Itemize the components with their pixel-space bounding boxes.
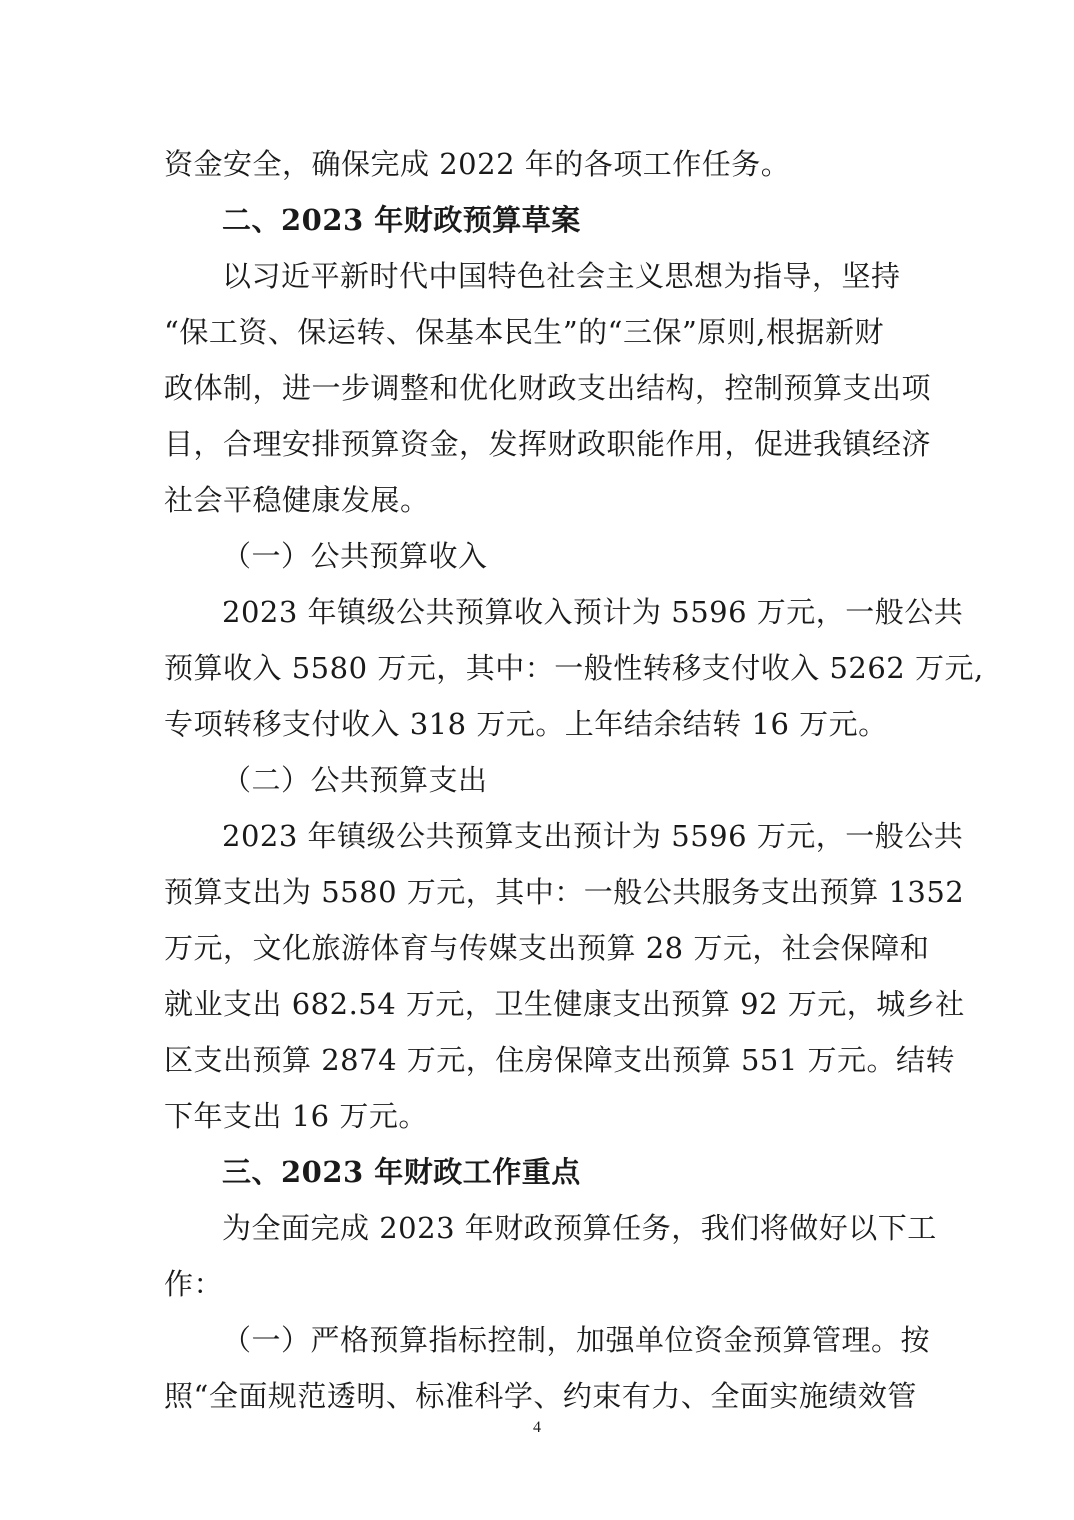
paragraph-line: 预算支出为 5580 万元，其中：一般公共服务支出预算 1352 [164,875,965,909]
paragraph-line: 为全面完成 2023 年财政预算任务，我们将做好以下工 [222,1211,937,1245]
paragraph-line: 预算收入 5580 万元，其中：一般性转移支付收入 5262 万元, [164,651,984,685]
subsection-heading: （一）公共预算收入 [222,539,488,573]
paragraph-line: 2023 年镇级公共预算收入预计为 5596 万元，一般公共 [222,595,964,629]
paragraph-line: 2023 年镇级公共预算支出预计为 5596 万元，一般公共 [222,819,964,853]
paragraph-line: 资金安全，确保完成 2022 年的各项工作任务。 [164,147,791,181]
paragraph-line: 专项转移支付收入 318 万元。上年结余结转 16 万元。 [164,707,888,741]
section-heading: 二、2023 年财政预算草案 [222,203,581,237]
paragraph-line: 政体制，进一步调整和优化财政支出结构，控制预算支出项 [164,371,932,405]
section-heading: 三、2023 年财政工作重点 [222,1155,581,1189]
paragraph-line: （一）严格预算指标控制，加强单位资金预算管理。按 [222,1323,931,1357]
paragraph-line: 作： [164,1267,224,1301]
paragraph-line: 区支出预算 2874 万元，住房保障支出预算 551 万元。结转 [164,1043,956,1077]
paragraph-line: 万元，文化旅游体育与传媒支出预算 28 万元，社会保障和 [164,931,930,965]
page-number: 4 [533,1419,541,1436]
paragraph-line: 目，合理安排预算资金，发挥财政职能作用，促进我镇经济 [164,427,932,461]
paragraph-line: 下年支出 16 万元。 [164,1099,428,1133]
paragraph-line: 以习近平新时代中国特色社会主义思想为指导，坚持 [222,259,901,293]
paragraph-line: 社会平稳健康发展。 [164,483,430,517]
subsection-heading: （二）公共预算支出 [222,763,488,797]
paragraph-line: “保工资、保运转、保基本民生”的“三保”原则,根据新财 [164,315,885,349]
paragraph-line: 就业支出 682.54 万元，卫生健康支出预算 92 万元，城乡社 [164,987,965,1021]
paragraph-line: 照“全面规范透明、标准科学、约束有力、全面实施绩效管 [164,1379,917,1413]
